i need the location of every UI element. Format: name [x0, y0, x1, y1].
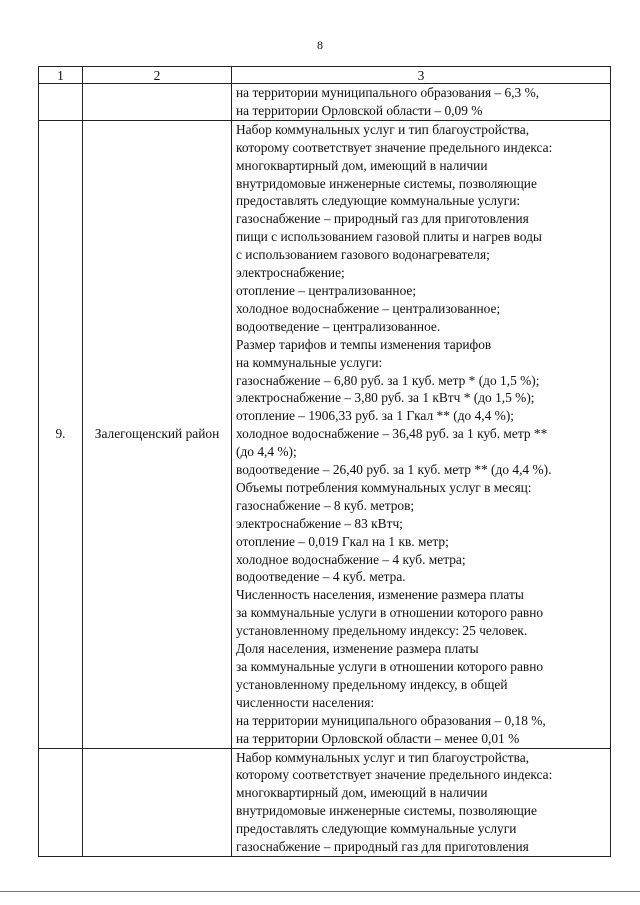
details-line: предоставлять следующие коммунальные услуги [236, 821, 517, 837]
details-line: которому соответствует значение предельного индекса: [236, 139, 553, 155]
details-cell [232, 748, 611, 856]
details-line: пищи с использованием газовой плиты и нагрев воды [236, 229, 542, 245]
details-line: водоотведение – централизованное. [236, 318, 441, 334]
details-line: Численность населения, изменение размера платы [236, 587, 524, 603]
details-cell [232, 120, 611, 748]
details-line: установленному предельному индексу, в общей [236, 676, 508, 692]
details-line: холодное водоснабжение – 36,48 руб. за 1 куб. метр ** [236, 426, 548, 442]
district-cell: Залегощенский район [83, 120, 232, 748]
table-row [39, 748, 611, 856]
page-number: 8 [317, 38, 323, 52]
details-line: на территории Орловской области – менее 0,01 % [236, 730, 520, 746]
details-line: на коммунальные услуги: [236, 354, 383, 370]
details-line: Размер тарифов и темпы изменения тарифов [236, 336, 492, 352]
table-header-row [39, 67, 611, 84]
district-cell [83, 748, 232, 856]
details-line: на территории муниципального образования – 0,18 %, [236, 712, 546, 728]
details-line: на территории Орловской области – 0,09 % [236, 102, 483, 118]
details-line: газоснабжение – 6,80 руб. за 1 куб. метр * (до 1,5 %); [236, 372, 540, 388]
details-line: электроснабжение; [236, 265, 345, 281]
header-col-1: 1 [39, 67, 83, 84]
details-line: Набор коммунальных услуг и тип благоустройства, [236, 121, 530, 137]
details-line: Доля населения, изменение размера платы [236, 641, 479, 657]
details-cell [232, 84, 611, 121]
details-line: за коммунальные услуги в отношении которого равно [236, 605, 544, 621]
header-col-3: 3 [232, 67, 611, 84]
details-line: газоснабжение – 8 куб. метров; [236, 497, 415, 513]
details-line: газоснабжение – природный газ для приготовления [236, 839, 529, 855]
details-line: отопление – 1906,33 руб. за 1 Гкал ** (до 4,4 %); [236, 408, 514, 424]
details-line: Объемы потребления коммунальных услуг в месяц: [236, 479, 532, 495]
table-row [39, 84, 611, 121]
details-line: многоквартирный дом, имеющий в наличии [236, 157, 488, 173]
details-line: водоотведение – 26,40 руб. за 1 куб. метр ** (до 4,4 %). [236, 462, 552, 478]
row-number-cell [39, 84, 83, 121]
details-line: за коммунальные услуги в отношении которого равно [236, 659, 544, 674]
district-cell [83, 84, 232, 121]
details-line: отопление – 0,019 Гкал на 1 кв. метр; [236, 533, 449, 549]
table-row [39, 120, 611, 748]
details-line: которому соответствует значение предельного индекса: [236, 767, 553, 783]
details-line: отопление – централизованное; [236, 282, 417, 298]
details-line: электроснабжение – 83 кВтч; [236, 515, 403, 531]
details-line: внутридомовые инженерные системы, позволяющие [236, 803, 537, 819]
details-line: (до 4,4 %); [236, 444, 297, 460]
details-line: на территории муниципального образования – 6,3 %, [236, 85, 540, 100]
details-line: Набор коммунальных услуг и тип благоустройства, [236, 749, 530, 765]
details-line: водоотведение – 4 куб. метра. [236, 569, 406, 585]
details-line: внутридомовые инженерные системы, позволяющие [236, 175, 537, 191]
details-line: холодное водоснабжение – 4 куб. метра; [236, 551, 466, 567]
details-line: с использованием газового водонагревателя; [236, 247, 490, 263]
details-line: многоквартирный дом, имеющий в наличии [236, 785, 488, 801]
details-line: установленному предельному индексу: 25 человек. [236, 623, 528, 639]
row-number-cell [39, 748, 83, 856]
details-line: холодное водоснабжение – централизованное; [236, 300, 501, 316]
details-line: электроснабжение – 3,80 руб. за 1 кВтч * (до 1,5 %); [236, 390, 535, 406]
tariff-table [38, 66, 611, 857]
details-line: газоснабжение – природный газ для приготовления [236, 211, 529, 227]
details-line: предоставлять следующие коммунальные услуги: [236, 193, 521, 209]
page-bottom-rule [0, 891, 640, 892]
header-col-2: 2 [83, 67, 232, 84]
row-number-cell: 9. [39, 120, 83, 748]
details-line: численности населения: [236, 694, 375, 710]
